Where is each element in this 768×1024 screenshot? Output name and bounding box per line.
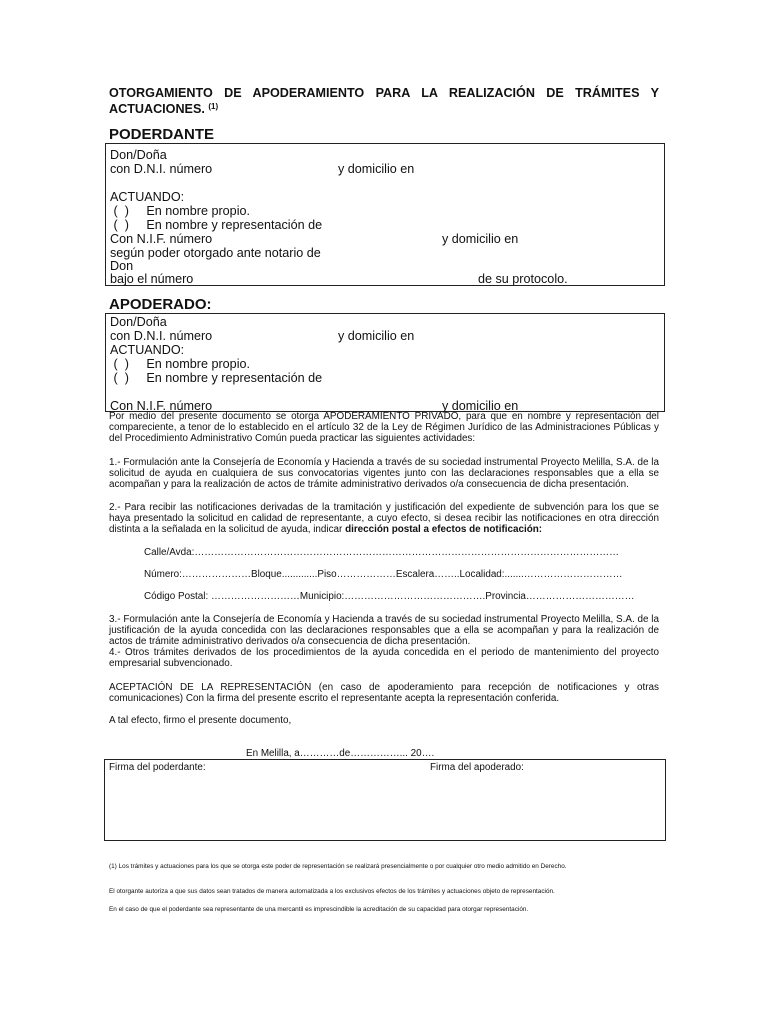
fecha-line: En Melilla, a…………de……………... 20…. [246, 748, 435, 759]
item-3: 3.- Formulación ante la Consejería de Economía y Hacienda a través de su sociedad instrumental Proyecto Melilla, S.A. de la justificación de la ayuda concedida con las declaraciones responsables que a ella se acompañan y para la realización de actos de trámite administrativo derivados o/a consecuencia de dicha presentación. [109, 614, 659, 648]
signature-box [104, 759, 666, 841]
address-numero: Número:…………………Bloque.............Piso………………Escalera……..Localidad:.......………………………… [144, 569, 623, 580]
apoderado-option-propio: ( ) En nombre propio. [110, 357, 250, 371]
apoderado-dni: con D.N.I. número [110, 329, 213, 343]
item-1: 1.- Formulación ante la Consejería de Economía y Hacienda a través de su sociedad instrumental Proyecto Melilla, S.A. de la solicitud de ayuda en cualquiera de sus convocatorias vigentes junto con las declaraciones responsables que a ella se acompañan y para la realización de actos de trámite administrativo derivados o/a consecuencia de dicha presentación. [109, 457, 659, 491]
aceptacion-paragraph: ACEPTACIÓN DE LA REPRESENTACIÓN (en caso de apoderamiento para recepción de notificaciones y otras comunicaciones) Con la firma del presente escrito el representante acepta la representación conferida. [109, 682, 659, 705]
apoderado-domicilio: y domicilio en [338, 329, 415, 343]
footnote-2: El otorgante autoriza a que sus datos sean tratados de manera automatizada a los exclusivos efectos de los trámites y actuaciones objeto de representación. [109, 888, 555, 895]
intro-paragraph: Por medio del presente documento se otorga APODERAMIENTO PRIVADO, para que en nombre y representación del compareciente, a tenor de lo establecido en el artículo 32 de la Ley de Régimen Jurídico de las Administraciones Públicas y del Procedimiento Administrativo Común pueda practicar las siguientes actividades: [109, 411, 659, 445]
poderdante-option-representacion: ( ) En nombre y representación de [110, 218, 323, 232]
firma-apoderado-label: Firma del apoderado: [430, 762, 524, 773]
apoderado-actuando: ACTUANDO: [110, 343, 185, 357]
poderdante-don: Don/Doña [110, 148, 167, 162]
address-codigo: Código Postal: ………………………Municipio:…………………………………….Provincia…………………………… [144, 591, 635, 602]
poderdante-dni: con D.N.I. número [110, 162, 213, 176]
apoderado-nif-domicilio: y domicilio en [442, 399, 519, 413]
poderdante-nif-domicilio: y domicilio en [442, 232, 519, 246]
poderdante-domicilio: y domicilio en [338, 162, 415, 176]
poderdante-box [105, 143, 665, 286]
footnote-3: En el caso de que el poderdante sea representante de una mercantil es imprescindible la acreditación de su capacidad para otorgar representación. [109, 906, 529, 913]
poderdante-option-propio: ( ) En nombre propio. [110, 204, 250, 218]
firmo-line: A tal efecto, firmo el presente documento, [109, 715, 292, 726]
firma-poderdante-label: Firma del poderdante: [109, 762, 206, 773]
poderdante-bajo: bajo el número [110, 272, 194, 286]
apoderado-box [105, 313, 665, 412]
apoderado-don: Don/Doña [110, 315, 167, 329]
poderdante-poder: según poder otorgado ante notario de [110, 246, 321, 260]
poderdante-nif: Con N.I.F. número [110, 232, 213, 246]
item-4: 4.- Otros trámites derivados de los procedimientos de la ayuda concedida en el periodo de mantenimiento del proyecto empresarial subvencionado. [109, 647, 659, 670]
poderdante-heading: PODERDANTE [109, 126, 215, 143]
apoderado-nif: Con N.I.F. número [110, 399, 213, 413]
poderdante-actuando: ACTUANDO: [110, 190, 185, 204]
document-title: OTORGAMIENTO DE APODERAMIENTO PARA LA REALIZACIÓN DE TRÁMITES Y ACTUACIONES. $^{(1)}$ [109, 86, 659, 116]
item-2: 2.- Para recibir las notificaciones derivadas de la tramitación y justificación del expediente de subvención para los que se haya presentado la solicitud en calidad de representante, a cuyo efecto, si desea recibir las notificaciones en otra dirección distinta a la señalada en la solicitud de ayuda, indicar dirección postal a efectos de notificación: [109, 502, 659, 536]
poderdante-don2: Don [110, 259, 134, 273]
address-calle: Calle/Avda:………………………………………………………………………………………………………………… [144, 547, 619, 558]
poderdante-protocolo: de su protocolo. [478, 272, 568, 286]
footnote-1: (1) Los trámites y actuaciones para los que se otorga este poder de representación se realizará presencialmente o por cualquier otro medio admitido en Derecho. [109, 863, 567, 870]
apoderado-heading: APODERADO: [109, 296, 212, 313]
apoderado-option-representacion: ( ) En nombre y representación de [110, 371, 323, 385]
